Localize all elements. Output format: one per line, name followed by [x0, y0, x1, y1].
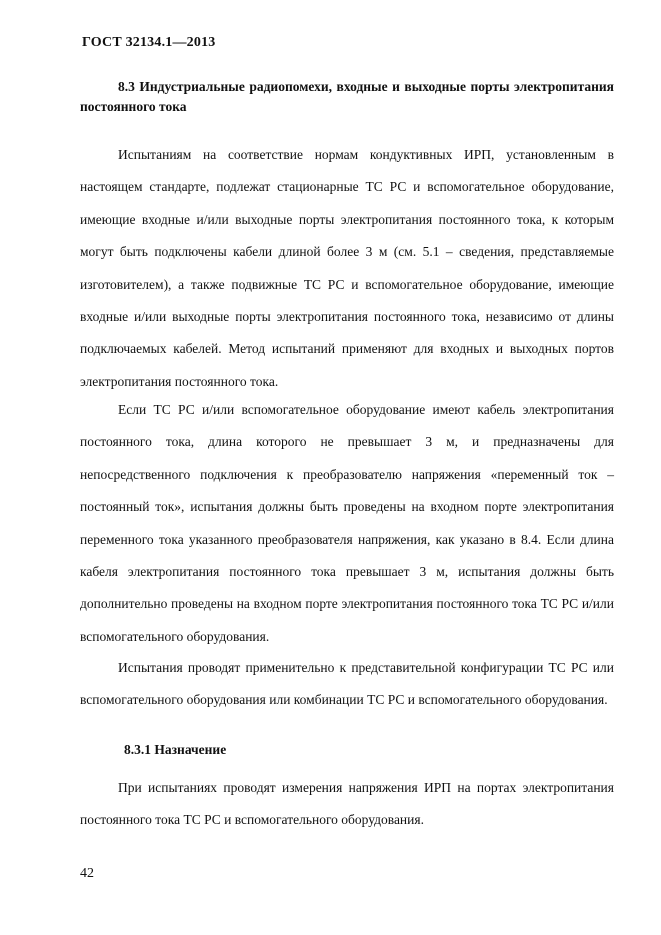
subsection-heading: 8.3.1 Назначение [124, 742, 227, 757]
paragraph-configuration: Испытания проводят применительно к представительной конфигурации ТС РС или вспомогательного оборудования или комбинации ТС РС и вспомогательного оборудования. [80, 660, 614, 708]
document-header: ГОСТ 32134.1—2013 [82, 35, 216, 50]
paragraph-purpose: При испытаниях проводят измерения напряжения ИРП на портах электропитания постоянного тока ТС РС и вспомогательного оборудования. [80, 780, 614, 828]
paragraph-cable-length: Если ТС РС и/или вспомогательное оборудование имеют кабель электропитания постоянного тока, длина которого не превышает 3 м, и предназначены для непосредственного подключения к преобразователю напряжения «переменный ток – постоянный ток», испытания должны быть проведены на входном порте электропитания переменного тока указанного преобразователя напряжения, как указано в 8.4. Если длина кабеля электропитания постоянного тока превышает 3 м, испытания должны быть дополнительно проведены на входном порте электропитания постоянного тока ТС РС и/или вспомогательного оборудования. [80, 402, 614, 644]
section-title: 8.3 Индустриальные радиопомехи, входные и выходные порты электропитания постоянного тока [80, 79, 614, 114]
paragraph-scope: Испытаниям на соответствие нормам кондуктивных ИРП, установленным в настоящем стандарте, подлежат стационарные ТС РС и вспомогательное оборудование, имеющие входные и/или выходные порты электропитания постоянного тока, к которым могут быть подключены кабели длиной более 3 м (см. 5.1 – сведения, представляемые изготовителем), а также подвижные ТС РС и вспомогательное оборудование, имеющие входные и/или выходные порты электропитания постоянного тока, независимо от длины подключаемых кабелей. Метод испытаний применяют для входных и выходных портов электропитания постоянного тока. [80, 147, 614, 389]
page-number: 42 [80, 866, 94, 881]
